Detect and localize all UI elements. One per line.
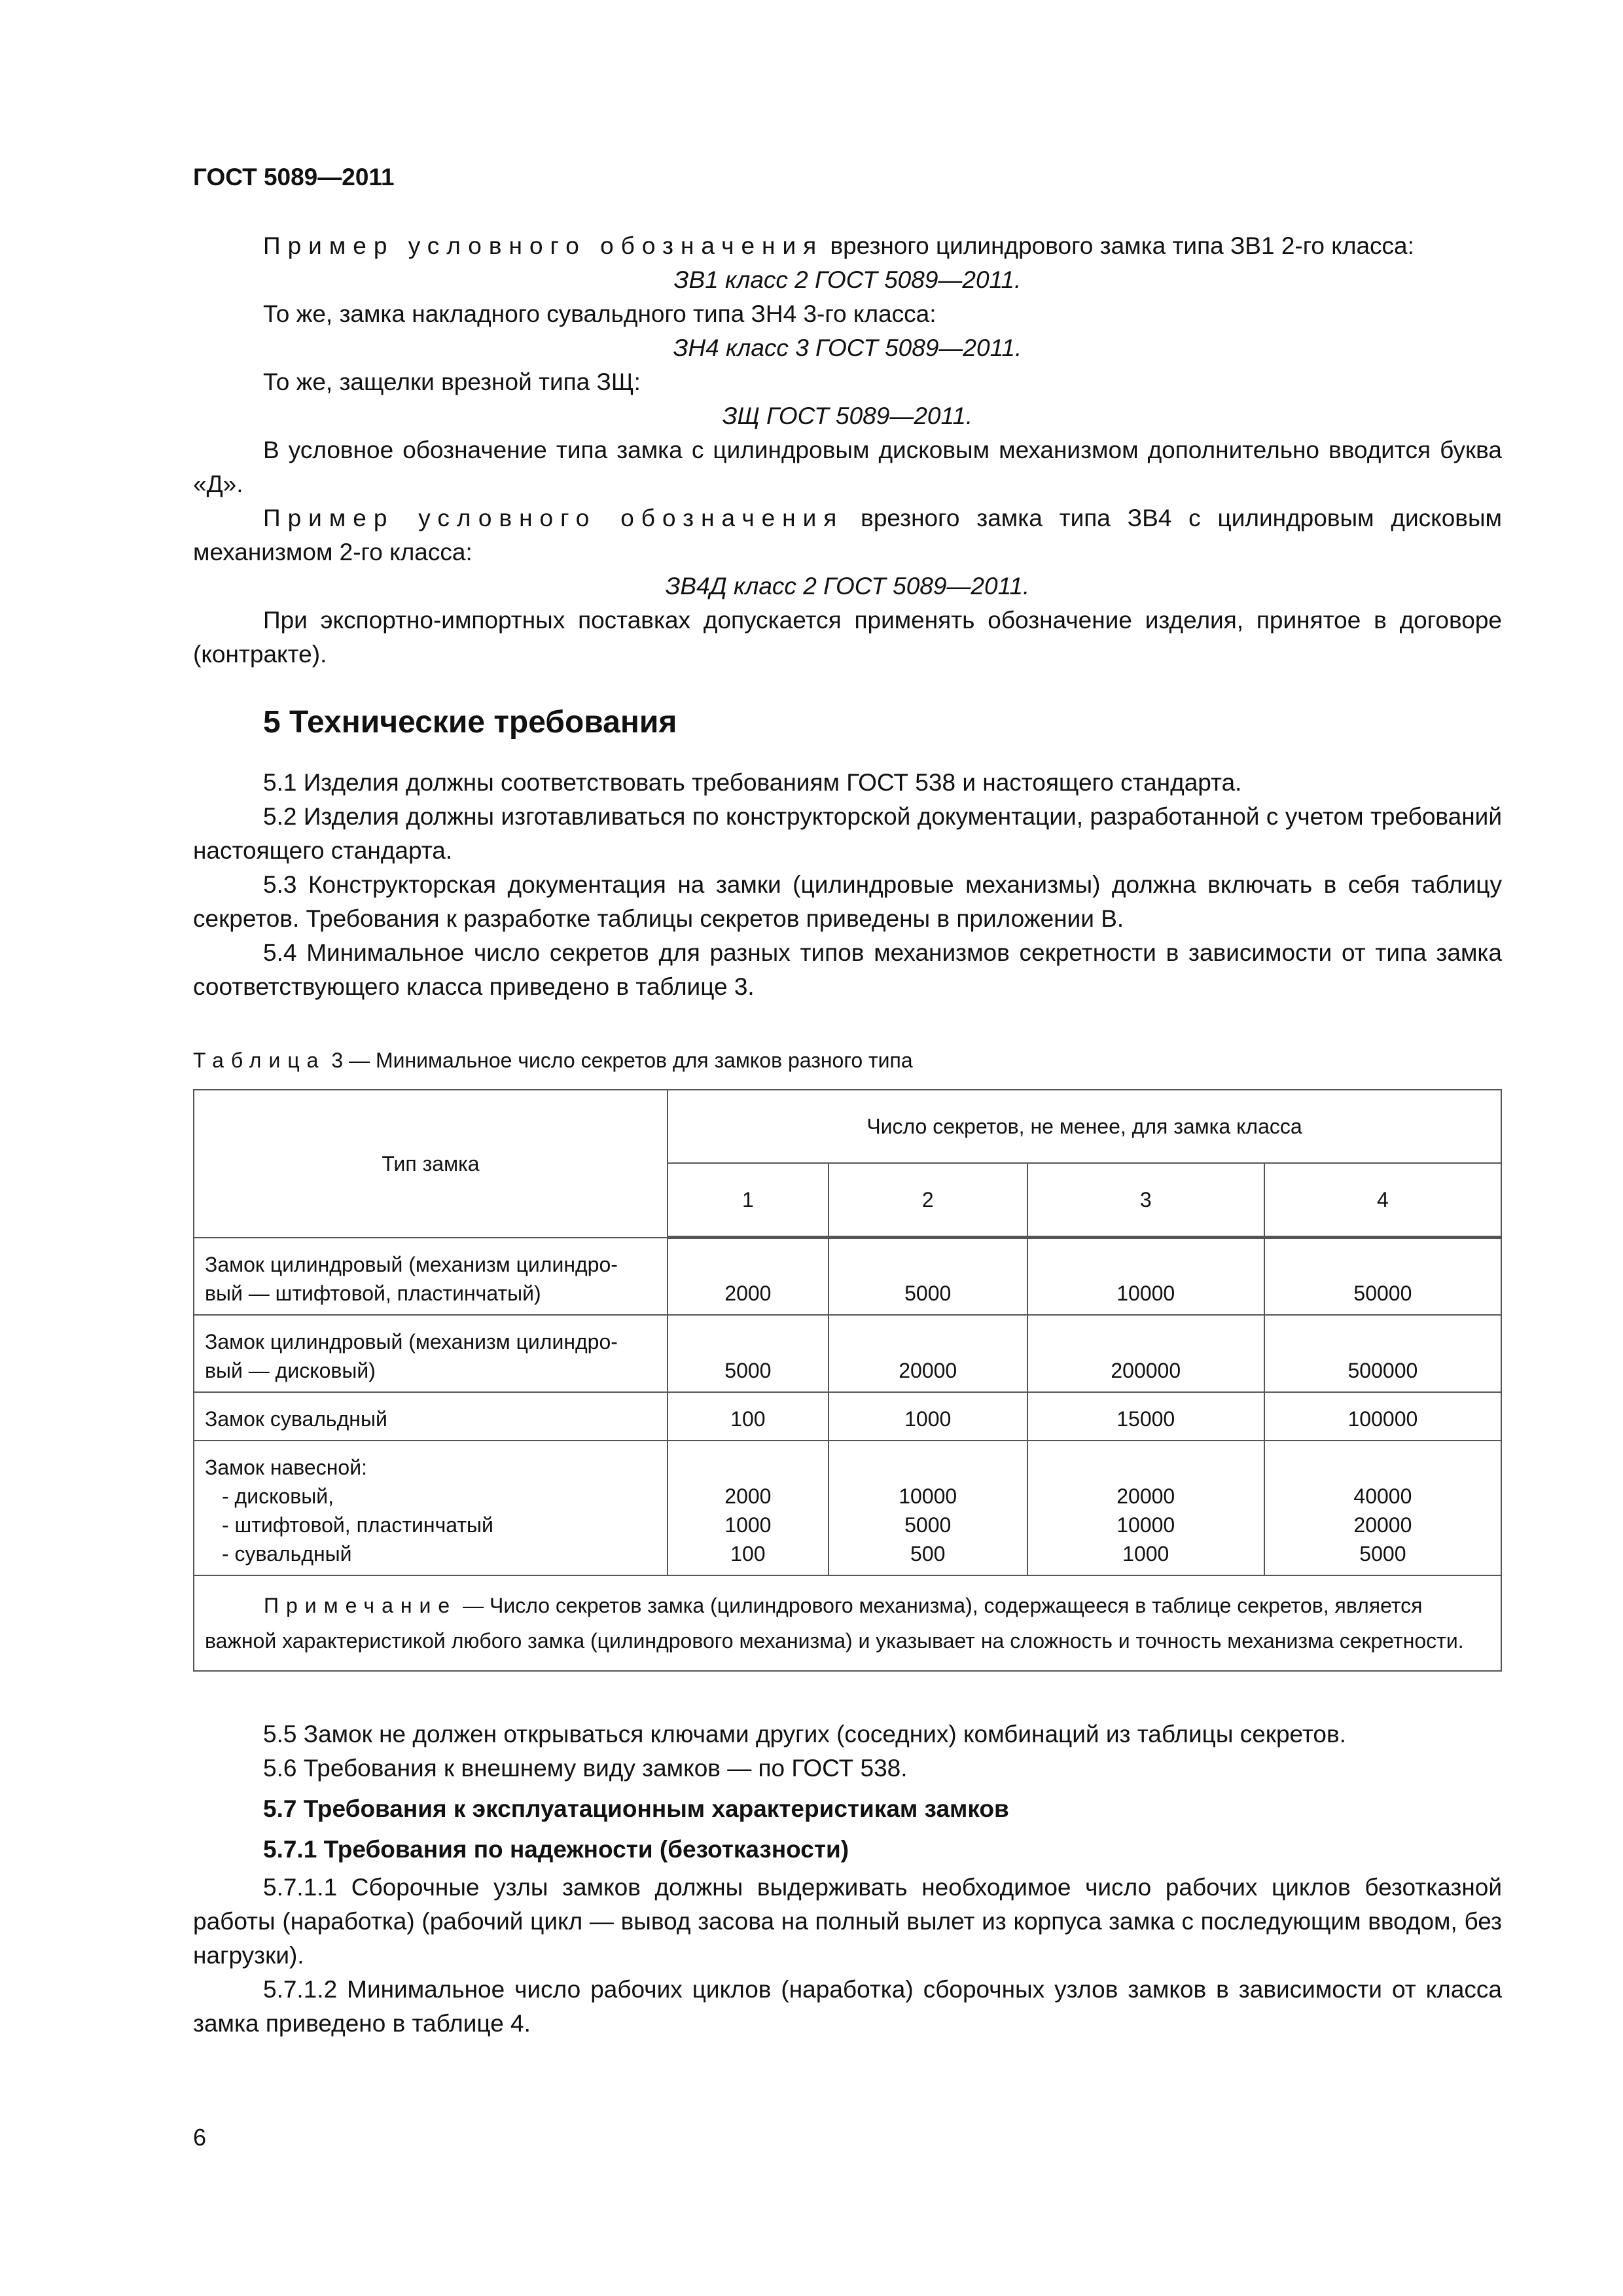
- disc-paragraph: В условное обозначение типа замка с цилиндровым дисковым механизмом дополнительно вводится буква «Д».: [193, 437, 1502, 497]
- table-note-row: [194, 1575, 1501, 1671]
- paragraph-5-2: 5.2 Изделия должны изготавливаться по конструкторской документации, разработанной с учетом требований настоящего стандарта.: [193, 803, 1502, 864]
- example-2-code: ЗН4 класс 3 ГОСТ 5089—2011.: [673, 334, 1022, 361]
- value-cell: 2000 1000 100: [668, 1441, 829, 1575]
- column-header-type: Тип замка: [194, 1090, 668, 1238]
- class-header: 2: [829, 1163, 1027, 1238]
- heading-5-7-1: 5.7.1 Требования по надежности (безотказности): [263, 1835, 849, 1863]
- value-cell: 2000: [668, 1238, 829, 1315]
- table-3: [193, 1089, 1502, 1672]
- value-cell: 15000: [1027, 1392, 1264, 1441]
- value-cell: 20000: [829, 1315, 1027, 1392]
- table-3-caption: Таблица 3 — Минимальное число секретов для замков разного типа: [193, 1049, 913, 1072]
- paragraph-5-7-1-2: 5.7.1.2 Минимальное число рабочих циклов (наработка) сборочных узлов замков в зависимости от класса замка приведено в таблице 4.: [193, 1975, 1502, 2037]
- example-4: Пример условного обозначения врезного замка типа ЗВ4 с цилиндровым дисковым механизмом 2-го класса:: [193, 505, 1502, 565]
- value-cell: 50000: [1264, 1238, 1501, 1315]
- value-cell: 5000: [668, 1315, 829, 1392]
- lock-type-cell: Замок цилиндровый (механизм цилиндро- вый — дисковый): [194, 1315, 668, 1392]
- class-header: 4: [1264, 1163, 1501, 1238]
- paragraph-5-3: 5.3 Конструкторская документация на замки (цилиндровые механизмы) должна включать в себя таблицу секретов. Требования к разработке таблицы секретов приведены в приложении В.: [193, 871, 1502, 932]
- lock-type-cell: Замок навесной: - дисковый, - штифтовой, пластинчатый - сувальдный: [194, 1441, 668, 1575]
- paragraph-5-4: 5.4 Минимальное число секретов для разных типов механизмов секретности в зависимости от типа замка соответствующего класса приведено в таблице 3.: [193, 939, 1502, 1000]
- table-note: Примечание — Число секретов замка (цилиндрового механизма), содержащееся в таблице секретов, является важной характеристикой любого замка (цилиндрового механизма) и указывает на сложность и точность механизма секретности.: [194, 1575, 1501, 1671]
- page-number: 6: [193, 2124, 207, 2151]
- example-3: То же, защелки врезной типа ЗЩ:: [263, 368, 641, 395]
- example-1-code: ЗВ1 класс 2 ГОСТ 5089—2011.: [673, 266, 1022, 293]
- value-cell: 10000 5000 500: [829, 1441, 1027, 1575]
- value-cell: 5000: [829, 1238, 1027, 1315]
- table-row: [194, 1315, 1501, 1392]
- value-cell: 200000: [1027, 1315, 1264, 1392]
- table-row: [194, 1238, 1501, 1315]
- document-code: ГОСТ 5089—2011: [193, 164, 395, 190]
- column-header-group: Число секретов, не менее, для замка класса: [668, 1090, 1501, 1163]
- value-cell: 10000: [1027, 1238, 1264, 1315]
- example-4-code: ЗВ4Д класс 2 ГОСТ 5089—2011.: [665, 573, 1030, 600]
- heading-5-7: 5.7 Требования к эксплуатационным характеристикам замков: [263, 1795, 1009, 1822]
- class-header: 1: [668, 1163, 829, 1238]
- paragraph-5-7-1-1: 5.7.1.1 Сборочные узлы замков должны выдерживать необходимое число рабочих циклов безотказной работы (наработка) (рабочий цикл — вывод засова на полный вылет из корпуса замка с последующим вводом, без нагрузки).: [193, 1873, 1502, 1969]
- export-paragraph: При экспортно-импортных поставках допускается применять обозначение изделия, принятое в договоре (контракте).: [193, 607, 1502, 668]
- value-cell: 500000: [1264, 1315, 1501, 1392]
- paragraph-5-1: 5.1 Изделия должны соответствовать требованиям ГОСТ 538 и настоящего стандарта.: [263, 769, 1242, 796]
- example-1: Пример условного обозначения врезного цилиндрового замка типа ЗВ1 2-го класса:: [263, 232, 1414, 259]
- table-row-padlock: [194, 1441, 1501, 1575]
- value-cell: 20000 10000 1000: [1027, 1441, 1264, 1575]
- example-3-code: ЗЩ ГОСТ 5089—2011.: [722, 403, 973, 429]
- document-body: [193, 229, 1502, 2041]
- paragraph-5-6: 5.6 Требования к внешнему виду замков — по ГОСТ 538.: [263, 1754, 908, 1782]
- paragraph-5-5: 5.5 Замок не должен открываться ключами других (соседних) комбинаций из таблицы секретов.: [263, 1720, 1346, 1748]
- value-cell: 1000: [829, 1392, 1027, 1441]
- lock-type-cell: Замок сувальдный: [194, 1392, 668, 1441]
- value-cell: 100: [668, 1392, 829, 1441]
- table-header-row: [194, 1090, 1501, 1163]
- lock-type-cell: Замок цилиндровый (механизм цилиндро- вый — штифтовой, пластинчатый): [194, 1238, 668, 1315]
- section-5-title: 5 Технические требования: [263, 705, 677, 740]
- value-cell: 40000 20000 5000: [1264, 1441, 1501, 1575]
- table-row: [194, 1392, 1501, 1441]
- class-header: 3: [1027, 1163, 1264, 1238]
- example-2: То же, замка накладного сувальдного типа ЗН4 3-го класса:: [263, 300, 936, 327]
- value-cell: 100000: [1264, 1392, 1501, 1441]
